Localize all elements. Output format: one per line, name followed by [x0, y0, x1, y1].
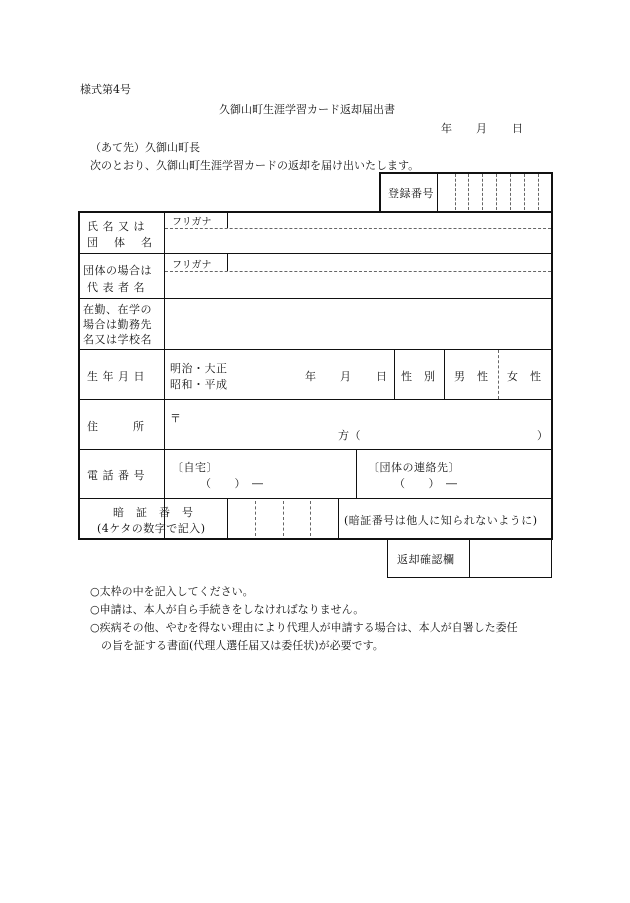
representative-field[interactable]: [166, 273, 550, 297]
date-month: 月: [476, 122, 487, 135]
addressee: （あて先）久御山町長: [90, 141, 200, 154]
registration-number-label: 登録番号: [388, 187, 434, 200]
workplace-label-1: 在勤、在学の: [83, 303, 152, 316]
era-options-line2[interactable]: 昭和・平成: [170, 378, 228, 391]
intro-text: 次のとおり、久御山町生涯学習カードの返却を届け出いたします。: [90, 159, 420, 172]
address-label: 住 所: [87, 420, 145, 433]
birth-month-unit: 月: [340, 370, 352, 383]
representative-furigana-label: フリガナ: [172, 260, 212, 271]
phone-label: 電 話 番 号: [87, 469, 145, 482]
phone-group-field[interactable]: （ ） ―: [394, 477, 458, 490]
name-furigana-field[interactable]: [229, 212, 550, 227]
representative-label-2: 代 表 者 名: [87, 281, 145, 294]
representative-label-1: 団体の場合は: [83, 264, 152, 277]
workplace-label-2: 場合は勤務先: [83, 318, 152, 331]
workplace-field[interactable]: [166, 300, 550, 348]
birth-year-unit: 年: [305, 370, 317, 383]
return-confirmation-label: 返却確認欄: [397, 553, 455, 566]
era-options-line1[interactable]: 明治・大正: [170, 362, 228, 375]
pin-note: (暗証番号は他人に知られないように): [344, 514, 538, 527]
pin-label-2: (4ケタの数字で記入): [97, 522, 206, 535]
workplace-label-3: 名又は学校名: [83, 333, 152, 346]
name-label-1: 氏 名 又 は: [87, 220, 145, 233]
form-number: 様式第4号: [80, 83, 131, 96]
registration-number-field[interactable]: [438, 173, 550, 210]
birth-date-label: 生 年 月 日: [87, 370, 145, 383]
form-title: 久御山町生涯学習カード返却届出書: [219, 103, 395, 116]
address-care-of: 方（: [338, 429, 361, 442]
name-furigana-label: フリガナ: [172, 217, 212, 228]
date-year: 年: [441, 122, 452, 135]
date-day: 日: [512, 122, 523, 135]
note-3: ○疾病その他、やむを得ない理由により代理人が申請する場合は、本人が自署した委任: [90, 621, 518, 634]
name-field[interactable]: [166, 230, 550, 252]
note-2: ○申請は、本人が自ら手続きをしなければなりません。: [90, 603, 365, 616]
gender-label: 性 別: [401, 370, 436, 383]
pin-field[interactable]: [228, 500, 337, 537]
phone-home-label: 〔自宅〕: [172, 461, 218, 474]
phone-home-field[interactable]: （ ） ―: [200, 477, 264, 490]
note-1: ○太枠の中を記入してください。: [90, 585, 254, 598]
gender-male-option[interactable]: 男 性: [454, 370, 489, 383]
name-label-2: 団 体 名: [87, 236, 153, 249]
return-confirmation-field: [470, 540, 550, 576]
note-4: の旨を証する書面(代理人選任届又は委任状)が必要です。: [90, 639, 384, 652]
address-close-paren: ）: [537, 429, 549, 442]
postal-mark: 〒: [170, 412, 182, 425]
representative-furigana-field[interactable]: [229, 255, 550, 270]
address-field[interactable]: [185, 402, 549, 424]
pin-label-1: 暗 証 番 号: [113, 506, 194, 519]
gender-female-option[interactable]: 女 性: [507, 370, 542, 383]
birth-day-unit: 日: [376, 370, 388, 383]
phone-group-label: 〔団体の連絡先〕: [368, 461, 460, 474]
